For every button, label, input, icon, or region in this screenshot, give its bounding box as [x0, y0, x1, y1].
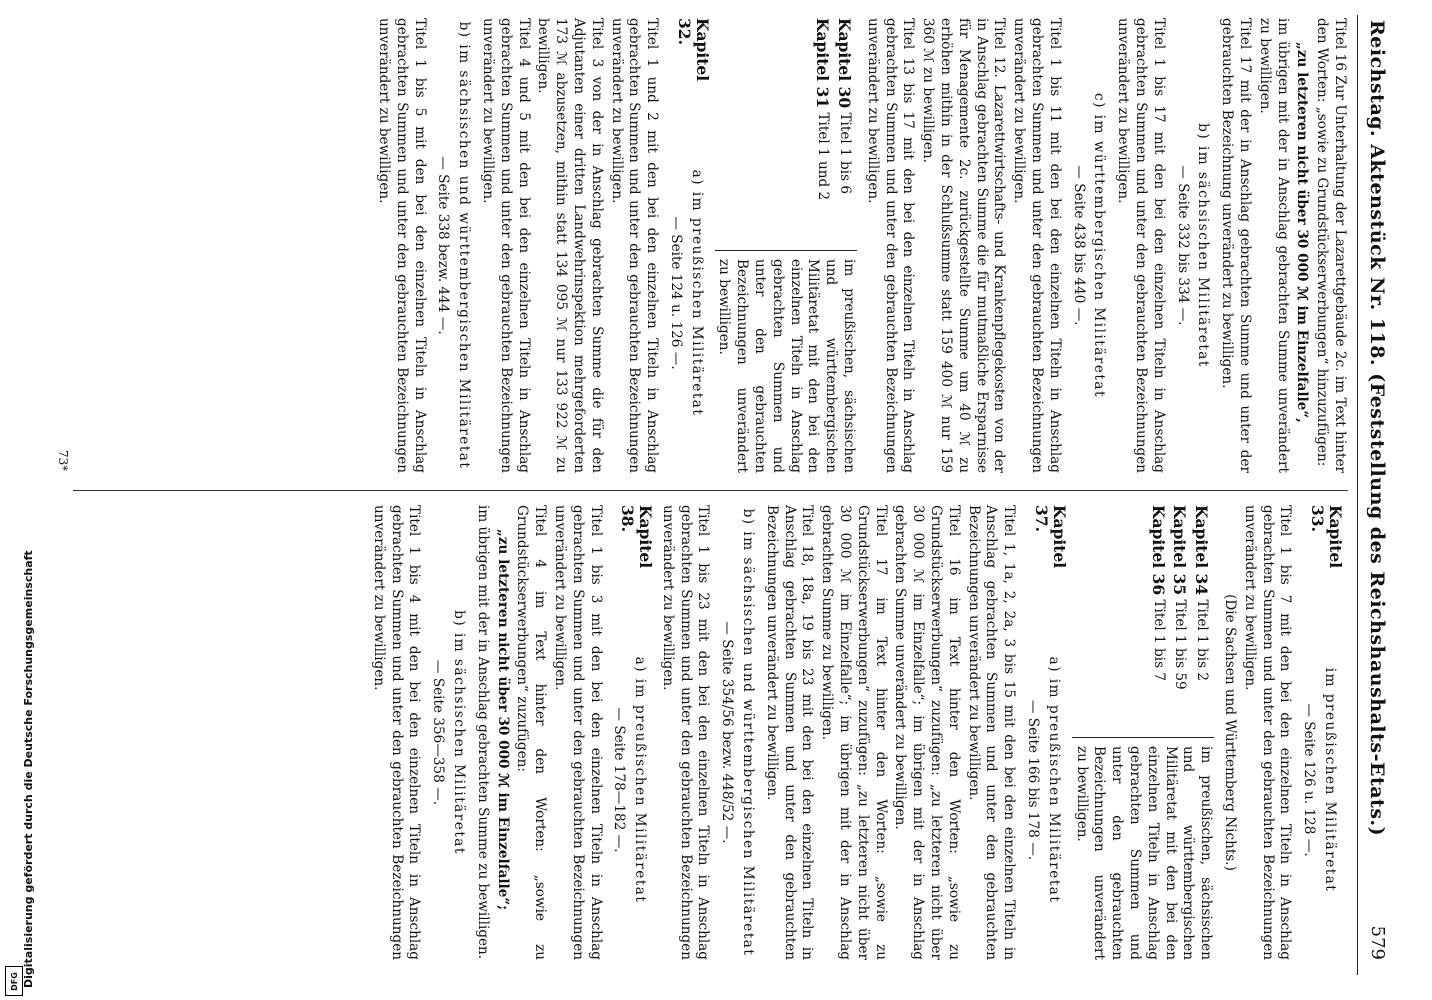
kapitel-33: [1293, 505, 1344, 960]
dfg-logo: DFG: [5, 966, 23, 996]
paragraph: im übrigen mit der in Anschlag gebrachten Summe unverändert zu bewilligen.: [1256, 18, 1291, 473]
page-reference: — Seite 356—358 —.: [430, 659, 447, 806]
paragraph: Titel 17 mit der in Anschlag gebrachten Summe und unter der gebrauchten Bezeichnung unverändert zu bewilligen.: [1219, 18, 1254, 473]
section-subheading: b) im sächsischen Militäretat: [1195, 123, 1212, 368]
paragraph: Titel 1 bis 3 mit den bei den einzelnen Titeln in Anschlag gebrachten Summen und unter den gebrauchten Bezeichnungen unverändert zu bewilligen.: [551, 505, 604, 960]
note: (Die Sachsen und Württemberg Nichts.): [1222, 594, 1239, 871]
paragraph: im übrigen mit der in Anschlag gebrachten Summe zu bewilligen.: [474, 505, 491, 960]
kapitel-label: Kapitel 33.: [1308, 505, 1345, 569]
page-reference: — Seite 178—182 —.: [611, 707, 628, 853]
bracket-text: im preußischen, sächsischen und württembergischen Militäretat mit den bei den einzelnen Titeln in Anschlag gebrachten Summen und unter den gebrauchten Bezeichnungen unverändert zu bewilligen.: [1072, 737, 1214, 960]
right-column: [367, 505, 1348, 960]
kapitel-label: Kapitel 36: [1148, 505, 1168, 596]
page-reference: — Seite 124 u. 126 —.: [667, 216, 684, 370]
section-subheading: a) im preußischen Militäretat: [1045, 656, 1062, 904]
section-subheading: a) im preußischen Militäretat: [632, 656, 649, 904]
paragraph: „zu letzteren nicht über 30 000 ℳ im Einzelfalle“;: [494, 529, 511, 911]
paragraph: Titel 1 bis 17 mit den bei den einzelnen Titeln in Anschlag gebrachten Summen und unter den gebrauchten Bezeichnungen unverändert zu bewilligen.: [1115, 18, 1167, 473]
paragraph: Titel 4 im Text hinter den Worten: „sowie zu Grundstückserwerbungen“ zuzufügen:: [514, 505, 549, 960]
titel-range: Titel 1 bis 59: [1172, 599, 1189, 690]
paragraph: Titel 1 bis 5 mit den bei den einzelnen Titeln in Anschlag gebrachten Summen und unter den gebrauchten Bezeichnungen unverändert zu bewilligen.: [375, 18, 428, 473]
paragraph: Titel 13 bis 17 mit den bei den einzelnen Titeln in Anschlag gebrachten Summen und unter den gebrauchten Bezeichnungen unverändert zu bewilligen.: [864, 18, 917, 473]
paragraph: Titel 4 und 5 mit den bei den einzelnen Titeln in Anschlag gebrachten Summen und unter den gebrauchten Bezeichnungen unverändert zu bewilligen.: [479, 18, 532, 473]
paragraph: Titel 1 bis 23 mit den bei den einzelnen Titeln in Anschlag gebrachten Summen und unter den gebrauchten Bezeichnungen unverändert zu bewilligen.: [659, 505, 712, 960]
kapitel-label: Kapitel 35: [1170, 505, 1190, 596]
section-subheading: c) im württembergischen Militäretat: [1091, 93, 1108, 398]
section-subheading: b) im sächsischen Militäretat: [450, 610, 467, 855]
paragraph: Titel 3 von der in Anschlag gebrachten Summe die für den Adjutanten einer dritten Landwehrinspektion mehrgeforderten 173 ℳ abzusetzen, mithin statt 134 095 ℳ nur 133 922 ℳ zu bewilligen.: [535, 18, 605, 473]
paragraph: Titel 12. Lazarettwirtschafts- und Krankenpflegekosten von der in Anschlag gebrachten Summe die für mutmaßliche Ersparnisse für Menagemente 2c. zurückgestellte Summe um 40 ℳ zu erhöhen mithin in der Schlußsumme statt 159 400 ℳ nur 159 360 ℳ zu bewilligen.: [920, 18, 1008, 473]
kapitel-32: [660, 18, 711, 473]
paragraph: „zu letzteren nicht über 30 000 ℳ im Einzelfalle“,: [1294, 42, 1311, 423]
paragraph: Titel 1 bis 7 mit den bei den einzelnen Titeln in Anschlag gebrachten Summen und unter den gebrauchten Bezeichnungen unverändert zu bewilligen.: [1241, 505, 1294, 960]
signature-mark: 73*: [56, 450, 70, 472]
column-divider: [73, 490, 1348, 491]
kapitel-37: [1017, 505, 1068, 960]
paragraph: Titel 1, 1a, 2, 2a, 3 bis 15 mit den bei den einzelnen Titeln in Anschlag gebrachten Summen und unter den gebrauchten Bezeichnungen unverändert zu bewilligen.: [965, 505, 1018, 960]
paragraph: Titel 1 bis 4 mit den bei den einzelnen Titeln in Anschlag gebrachten Summen und unter den gebrauchten Bezeichnungen unverändert zu bewilligen.: [370, 505, 423, 960]
paragraph: Titel 16 im Text hinter den Worten: „sowie zu Grundstückserwerbungen“ zuzufügen: „zu letzteren nicht über 30 000 ℳ im Einzelfalle“; im übrigen mit der in Anschlag gebrachten Summe unverändert zu bewilligen.: [892, 505, 962, 960]
kapitel-label: Kapitel 37.: [1032, 505, 1069, 569]
titel-range: Titel 1 bis 2: [1194, 599, 1211, 682]
kapitel-38: [604, 505, 655, 960]
page-reference: — Seite 126 u. 128 —.: [1301, 703, 1318, 857]
kapitel-label: Kapitel 31: [813, 18, 833, 109]
paragraph: Titel 1 und 2 mit den bei den einzelnen Titeln in Anschlag gebrachten Summen und unter den gebrauchten Bezeichnungen unverändert zu bewilligen.: [608, 18, 661, 473]
kapitel-label: Kapitel 30: [835, 18, 855, 109]
titel-range: Titel 1 bis 7: [1150, 599, 1167, 682]
paragraph: Titel 16 Zur Unterhaltung der Lazarettgebäude 2c. im Text hinter den Worten: „sowie zu Grundstückserwerbungen“ hinzuzufügen:: [1314, 18, 1348, 473]
section-subheading: b) im sächsischen und württembergischen Militäretat: [740, 508, 757, 957]
page-reference: — Seite 354/56 bezw. 448/52 —.: [719, 621, 736, 844]
titel-range: Titel 1 und 2: [815, 112, 832, 201]
paragraph: Titel 1 bis 11 mit den bei den einzelnen Titeln in Anschlag gebrachten Summen und unter den gebrauchten Bezeichnungen unverändert zu bewilligen.: [1011, 18, 1063, 473]
section-subheading: b) im sächsischen und württembergischen Militäretat: [456, 21, 473, 470]
kapitel-label: Kapitel 34: [1192, 505, 1212, 596]
left-column: [372, 18, 1348, 473]
header-rule: [1357, 15, 1358, 975]
page-header: [1358, 20, 1388, 970]
kapitel-label: Kapitel 32.: [674, 18, 712, 82]
bracket-text: im preußischen, sächsischen und württembergischen Militäretat mit den bei den einzelnen Titeln in Anschlag gebrachten Summen und unter den gebrauchten Bezeichnungen unverändert zu bewilligen.: [715, 250, 857, 473]
kapitel-label: Kapitel 38.: [618, 505, 656, 569]
paragraph: Titel 18, 18a, 19 bis 23 mit den bei den einzelnen Titeln in Anschlag gebrachten Summen und unter den gebrauchten Bezeichnungen unverändert zu bewilligen.: [763, 505, 816, 960]
page-reference: — Seite 332 bis 334 —.: [1174, 165, 1191, 326]
page-number: 579: [1367, 925, 1388, 960]
titel-range: Titel 1 bis 6: [837, 112, 854, 195]
section-subheading: a) im preußischen Militäretat: [688, 169, 705, 417]
digitization-note: Digitalisierung gefördert durch die Deutsche Forschungsgemeinschaft: [22, 550, 35, 988]
page-reference: — Seite 438 bis 440 —.: [1070, 165, 1087, 326]
section-subheading: im preußischen Militäretat: [1322, 667, 1338, 893]
kapitel-group-34-36: [1072, 505, 1214, 960]
kapitel-group-30-31: [715, 18, 857, 473]
page-title: Reichstag. Aktenstück Nr. 118. (Feststellung des Reichshaushalts-Etats.): [1366, 20, 1388, 837]
page-reference: — Seite 338 bezw. 444 —.: [435, 156, 452, 335]
paragraph: Titel 17 im Text hinter den Worten: „sowie zu Grundstückserwerbungen“ zuzufügen: „zu letzteren nicht über 30 000 ℳ im Einzelfalle“; im übrigen mit der in Anschlag gebrachten Summe zu bewilligen.: [819, 505, 889, 960]
page-reference: — Seite 166 bis 178 —.: [1025, 699, 1042, 861]
